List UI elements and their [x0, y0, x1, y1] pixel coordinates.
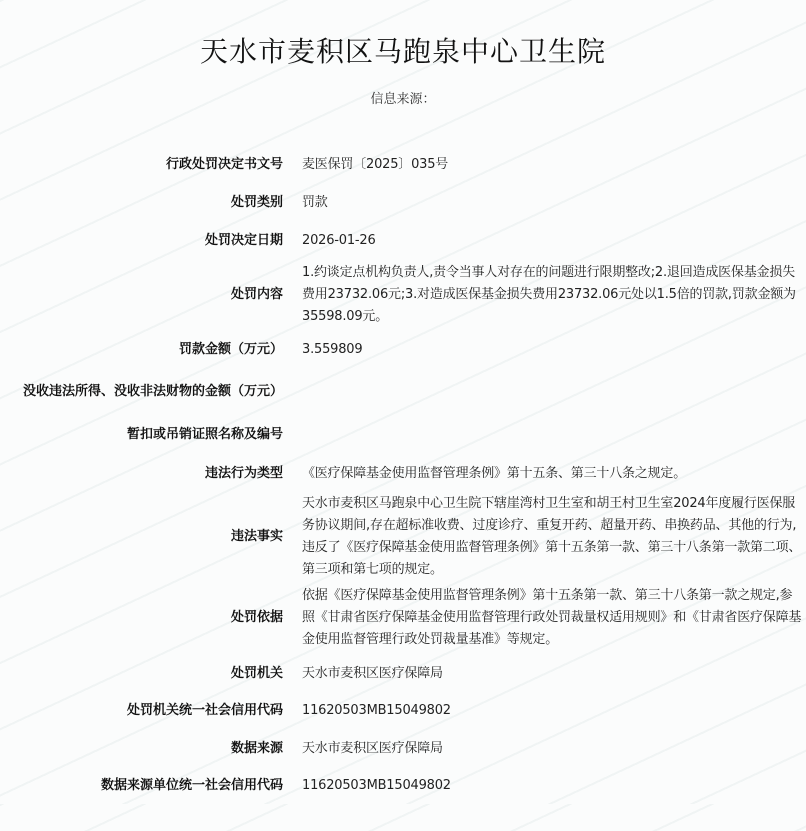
field-value: 罚款 — [302, 195, 328, 210]
field-label: 违法事实 — [230, 529, 283, 544]
field-decision-date — [0, 222, 806, 259]
field-value: 11620503MB15049802 — [302, 778, 451, 793]
field-violation-facts — [0, 493, 806, 581]
field-data-source — [0, 730, 806, 768]
field-label: 数据来源单位统一社会信用代码 — [100, 778, 283, 793]
field-source-credit-code — [0, 768, 806, 804]
field-value: 2026-01-26 — [302, 232, 376, 248]
field-value: 麦医保罚〔2025〕035号 — [302, 157, 449, 172]
field-value: 3.559809 — [302, 342, 363, 357]
field-confiscation-amount — [0, 369, 806, 415]
field-value: 天水市麦积区医疗保障局 — [302, 741, 443, 756]
field-label: 数据来源 — [230, 741, 283, 756]
field-value: 天水市麦积区医疗保障局 — [302, 665, 443, 681]
field-label: 处罚依据 — [230, 610, 283, 625]
field-penalty-category — [0, 184, 806, 222]
field-fine-amount — [0, 331, 806, 369]
field-label: 行政处罚决定书文号 — [165, 157, 283, 172]
penalty-details — [0, 146, 806, 804]
info-source: 信息来源： — [370, 92, 436, 107]
field-label: 违法行为类型 — [204, 466, 283, 481]
field-label: 没收违法所得、没收非法财物的金额（万元） — [22, 384, 283, 399]
field-value: 依据《医疗保障基金使用监督管理条例》第十五条第一款、第三十八条第一款之规定,参照《甘肃省医疗保障基金使用监督管理行政处罚裁量权适用规则》和《甘肃省医疗保障基金使用监督管理行政处罚裁量基准》等规定。 — [302, 588, 802, 647]
field-label: 处罚内容 — [230, 287, 283, 302]
field-authority-credit-code — [0, 692, 806, 730]
field-label: 处罚机关 — [230, 665, 283, 681]
field-violation-type — [0, 455, 806, 493]
field-value: 11620503MB15049802 — [302, 703, 451, 718]
field-penalty-authority — [0, 655, 806, 692]
field-value: 天水市麦积区马跑泉中心卫生院下辖崖湾村卫生室和胡王村卫生室2024年度履行医保服务协议期间,存在超标准收费、过度诊疗、重复开药、超量开药、串换药品、其他的行为,违反了《医疗保障基金使用监督管理条例》第十五条第一款、第三十八条第一款第二项、第三项和第七项的规定。 — [302, 496, 802, 577]
page-title: 天水市麦积区马跑泉中心卫生院 — [199, 35, 606, 68]
field-label: 罚款金额（万元） — [178, 342, 283, 357]
field-license-revocation — [0, 415, 806, 455]
field-label: 处罚机关统一社会信用代码 — [126, 703, 283, 718]
field-label: 处罚类别 — [230, 195, 283, 210]
field-value: 《医疗保障基金使用监督管理条例》第十五条、第三十八条之规定。 — [302, 466, 687, 481]
field-penalty-content — [0, 259, 806, 331]
field-label: 暂扣或吊销证照名称及编号 — [126, 427, 283, 442]
field-value: 1.约谈定点机构负责人,责令当事人对存在的问题进行限期整改;2.退回造成医保基金损失费用23732.06元;3.对造成医保基金损失费用23732.06元处以1.5倍的罚款,罚款金额为35598.09元。 — [302, 265, 796, 324]
field-decision-number — [0, 146, 806, 184]
field-label: 处罚决定日期 — [204, 232, 283, 248]
field-penalty-basis — [0, 581, 806, 655]
